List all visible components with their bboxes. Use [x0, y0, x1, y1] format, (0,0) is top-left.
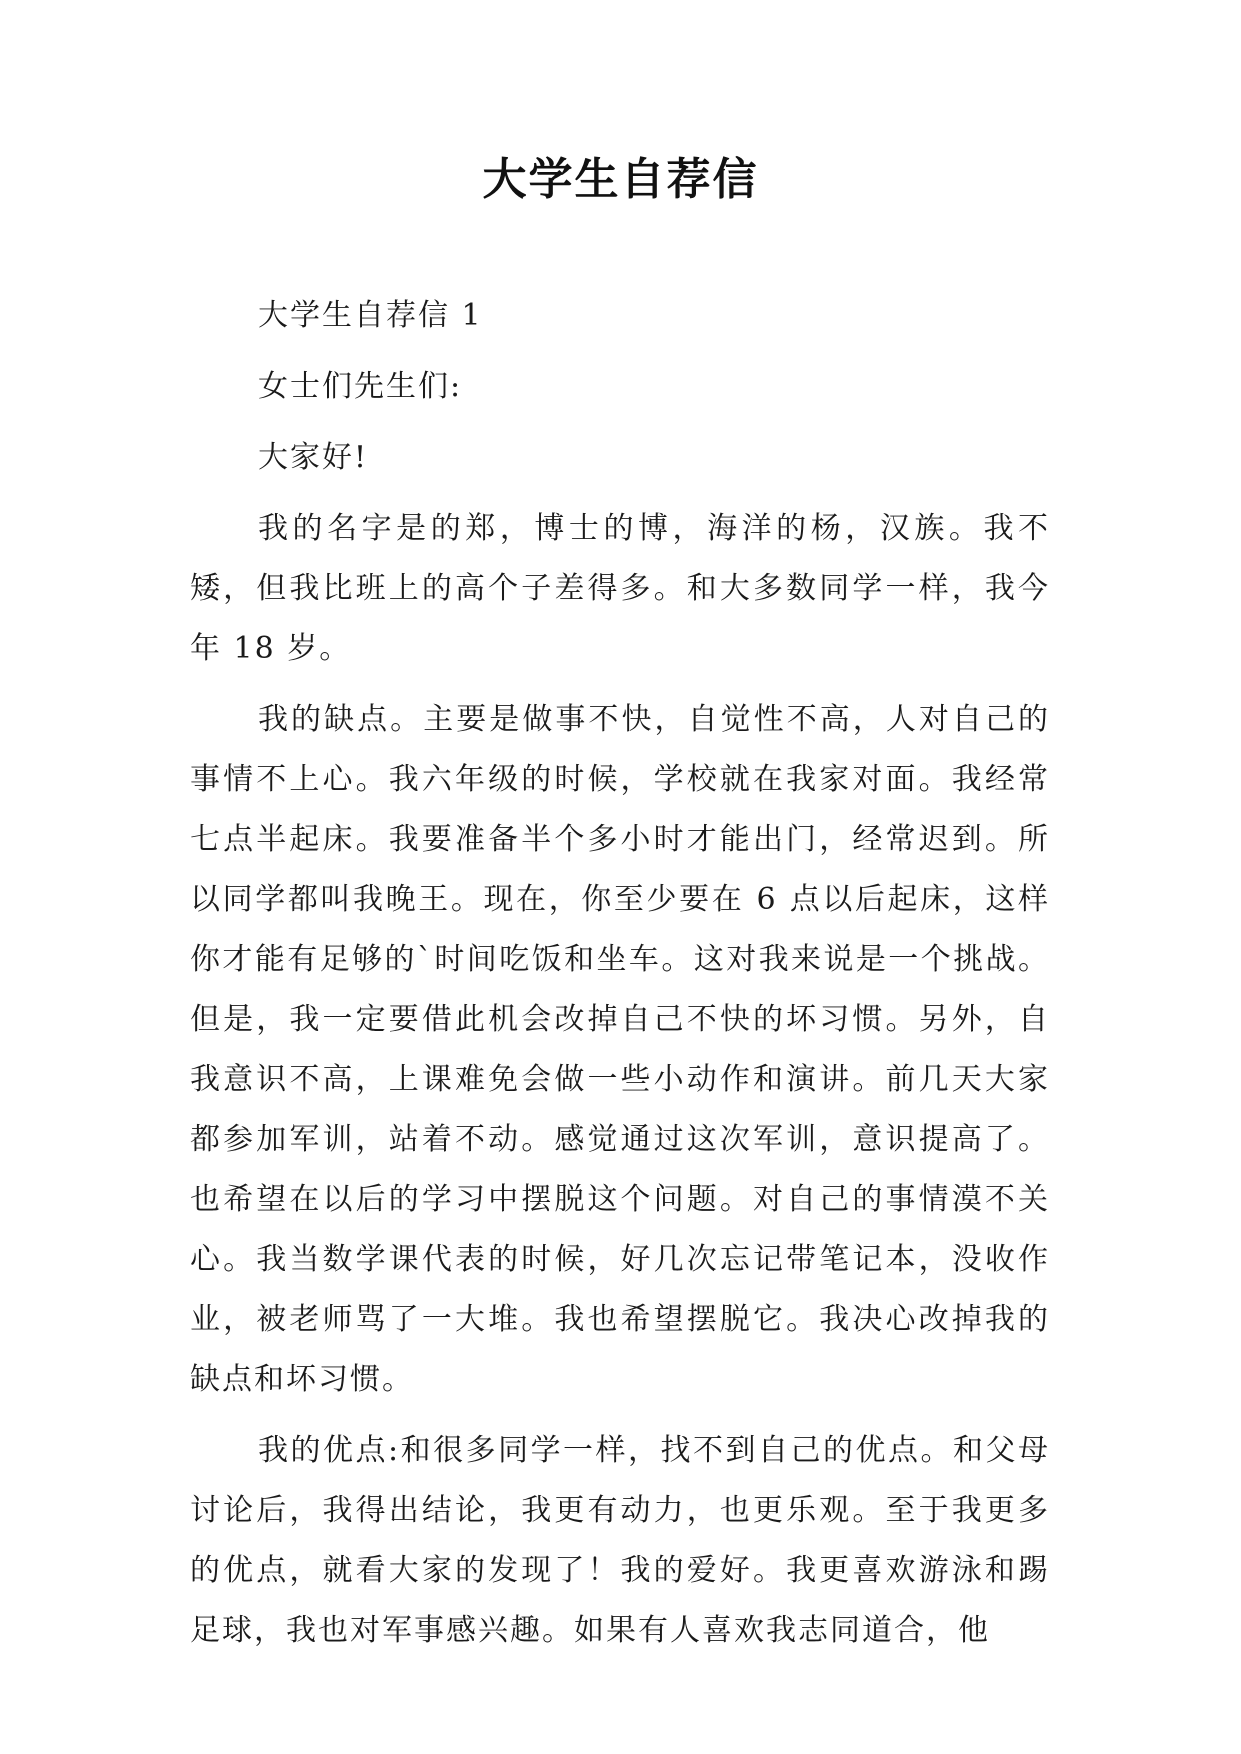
paragraph-heading: 大学生自荐信 1	[258, 298, 483, 333]
paragraph-greeting: 大家好!	[258, 440, 369, 475]
document-body	[190, 286, 1050, 1672]
document-title: 大学生自荐信	[482, 154, 759, 205]
paragraph-shortcomings: 我的缺点。主要是做事不快，自觉性不高，人对自己的事情不上心。我六年级的时候，学校就在我家对面。我经常七点半起床。我要准备半个多小时才能出门，经常迟到。所以同学都叫我晚王。现在，你至少要在 6 点以后起床，这样你才能有足够的`时间吃饭和坐车。这对我来说是一个挑战。但是，我一定要借此机会改掉自己不快的坏习惯。另外，自我意识不高，上课难免会做一些小动作和演讲。前几天大家都参加军训，站着不动。感觉通过这次军训，意识提高了。也希望在以后的学习中摆脱这个问题。对自己的事情漠不关心。我当数学课代表的时候，好几次忘记带笔记本，没收作业，被老师骂了一大堆。我也希望摆脱它。我决心改掉我的缺点和坏习惯。	[190, 702, 1050, 1397]
paragraph-salutation: 女士们先生们:	[258, 369, 463, 404]
paragraph-strengths: 我的优点:和很多同学一样，找不到自己的优点。和父母讨论后，我得出结论，我更有动力，也更乐观。至于我更多的优点，就看大家的发现了！我的爱好。我更喜欢游泳和踢足球，我也对军事感兴趣。如果有人喜欢我志同道合，他	[190, 1433, 1050, 1648]
paragraph-introduction: 我的名字是的郑，博士的博，海洋的杨，汉族。我不矮，但我比班上的高个子差得多。和大多数同学一样，我今年 18 岁。	[190, 511, 1050, 666]
